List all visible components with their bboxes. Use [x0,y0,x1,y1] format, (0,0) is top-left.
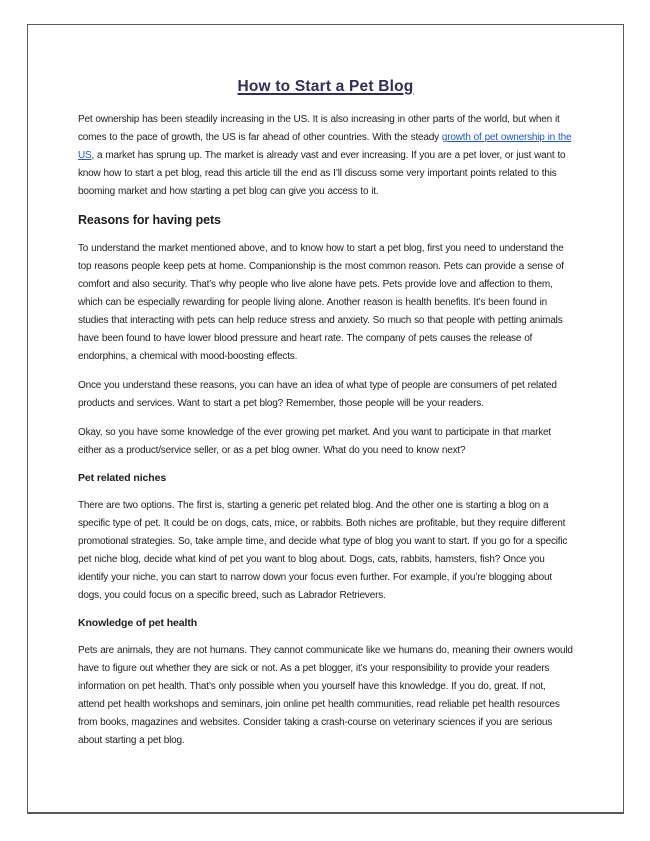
paragraph [78,240,573,366]
paragraph [78,111,573,201]
paragraph [78,497,573,605]
section-heading: Knowledge of pet health [78,617,198,629]
paragraph [78,642,573,750]
paragraph-text: , a market has sprung up. The market is already vast and ever increasing. If you are a pet lover, or just want to know how to start a pet blog, read this article till the end as I’ll discuss some very important points related to this booming market and how starting a pet blog can give you access to it. [78,150,566,197]
paragraph-text: Once you understand these reasons, you can have an idea of what type of people are consumers of pet related products and services. Want to start a pet blog? Remember, those people will be your readers. [78,380,557,409]
paragraph [78,377,573,413]
document-page [27,24,624,814]
paragraph-text: Pets are animals, they are not humans. They cannot communicate like we humans do, meaning their owners would have to figure out whether they are sick or not. As a pet blogger, it’s your responsibility to provide your readers information on pet health. That’s only possible when you yourself have this knowledge. If you do, great. If not, attend pet health workshops and seminars, join online pet health communities, read reliable pet health resources from books, magazines and websites. Consider taking a crash-course on veterinary sciences if you are serious about starting a pet blog. [78,645,573,746]
document-body [78,111,573,750]
paragraph-text: There are two options. The first is, starting a generic pet related blog. And the other one is starting a blog on a specific type of pet. It could be on dogs, cats, mice, or rabbits. Both niches are profitable, but they require different promotional strategies. So, take ample time, and decide what type of blog you want to start. If you go for a specific pet niche blog, decide what kind of pet you want to blog about. Dogs, cats, rabbits, hamsters, fish? Once you identify your niche, you can start to narrow down your focus even further. For example, if you’re blogging about dogs, you could focus on a specific breed, such as Labrador Retrievers. [78,500,568,601]
section-heading: Pet related niches [78,472,167,484]
hyperlink[interactable]: growth of pet ownership in the US [78,132,572,161]
section-heading: Reasons for having pets [78,213,221,227]
paragraph-text: To understand the market mentioned above, and to know how to start a pet blog, first you need to understand the top reasons people keep pets at home. Companionship is the most common reason. Pets can provide a sense of comfort and also security. That’s why people who live alone have pets. Pets provide love and affection to them, which can be especially rewarding for people living alone. Another reason is health benefits. It’s been found in studies that interacting with pets can help reduce stress and anxiety. So much so that people with petting animals have been found to have lower blood pressure and heart rate. The company of pets causes the release of endorphins, a chemical with mood-boosting effects. [78,243,564,362]
document-title: How to Start a Pet Blog [237,78,414,95]
paragraph [78,424,573,460]
paragraph-text: Pet ownership has been steadily increasing in the US. It is also increasing in other parts of the world, but when it comes to the pace of growth, the US is far ahead of other countries. With the steady [78,114,560,143]
paragraph-text: Okay, so you have some knowledge of the ever growing pet market. And you want to participate in that market either as a product/service seller, or as a pet blog owner. What do you need to know next? [78,427,551,456]
